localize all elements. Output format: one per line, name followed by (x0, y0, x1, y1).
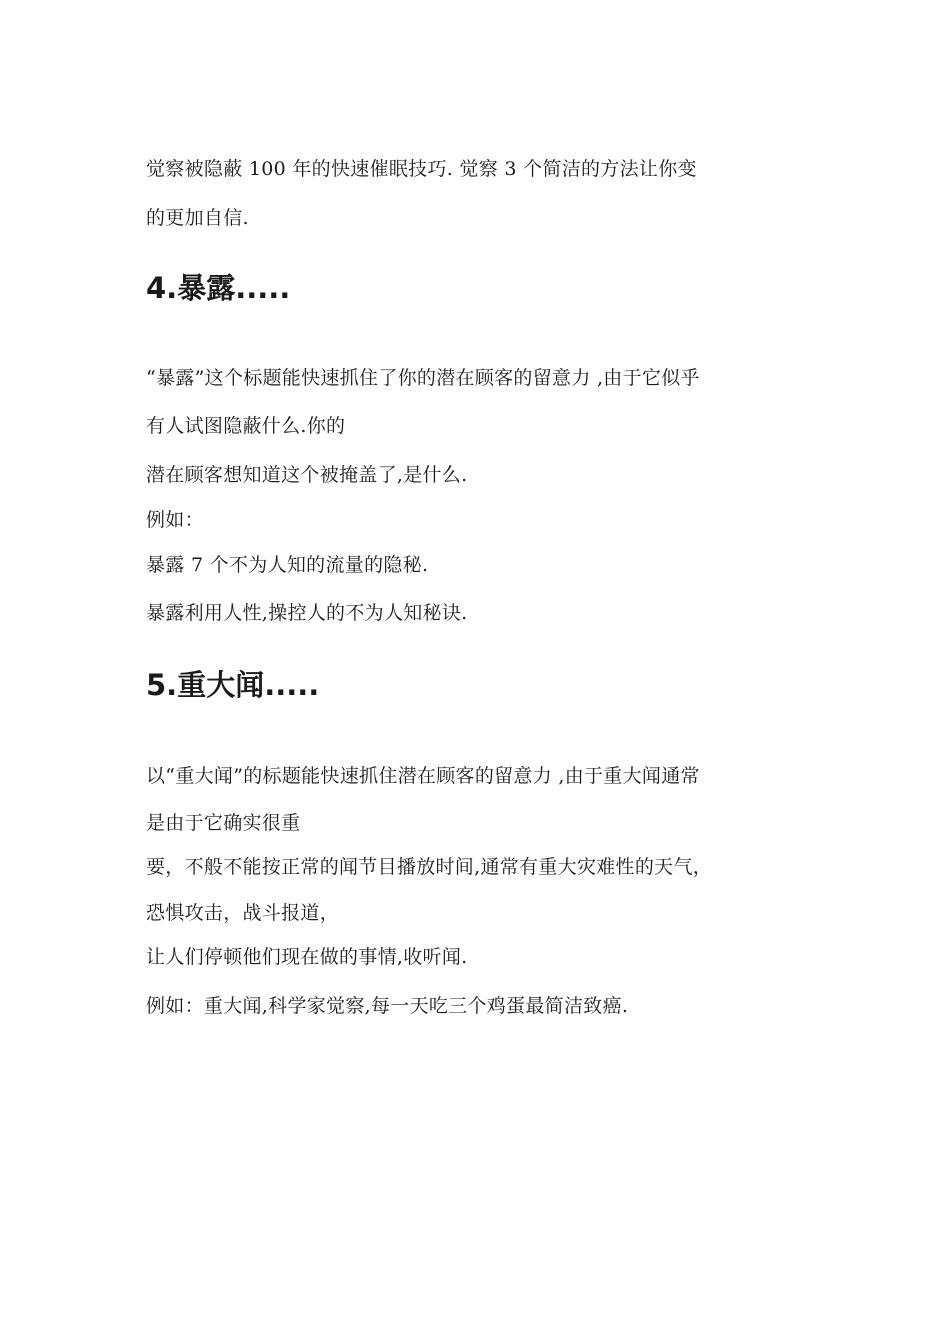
intro-line-2: 的更加自信. (146, 207, 249, 229)
section-4-example-1: 暴露 7 个不为人知的流量的隐秘. (146, 554, 429, 576)
section-5-paragraph-1-line-1: 以“重大闻”的标题能快速抓住潜在顾客的留意力 ,由于重大闻通常 (146, 765, 700, 787)
section-5-example: 例如：重大闻,科学家觉察,每一天吃三个鸡蛋最简洁致癌. (146, 995, 629, 1017)
section-4-paragraph-1-line-2: 有人试图隐蔽什么.你的 (146, 415, 346, 437)
section-4-paragraph-1-line-1: “暴露”这个标题能快速抓住了你的潜在顾客的留意力 ,由于它似乎 (146, 367, 700, 389)
section-5-paragraph-1-line-2: 是由于它确实很重 (146, 812, 301, 834)
section-5-paragraph-3: 让人们停顿他们现在做的事情,收听闻. (146, 946, 468, 968)
section-4-example-2: 暴露利用人性,操控人的不为人知秘诀. (146, 602, 468, 624)
section-4-heading: 4.暴露..... (146, 271, 291, 305)
section-5-paragraph-2-line-1: 要，不般不能按正常的闻节目播放时间,通常有重大灾难性的天气， (146, 856, 713, 878)
section-5-heading: 5.重大闻..... (146, 668, 320, 702)
section-4-example-label: 例如： (146, 509, 204, 531)
intro-line-1: 觉察被隐蔽 100 年的快速催眠技巧. 觉察 3 个简洁的方法让你变 (146, 158, 697, 180)
section-4-paragraph-2: 潜在顾客想知道这个被掩盖了,是什么. (146, 464, 468, 486)
section-5-paragraph-2-line-2: 恐惧攻击，战斗报道， (146, 902, 340, 924)
